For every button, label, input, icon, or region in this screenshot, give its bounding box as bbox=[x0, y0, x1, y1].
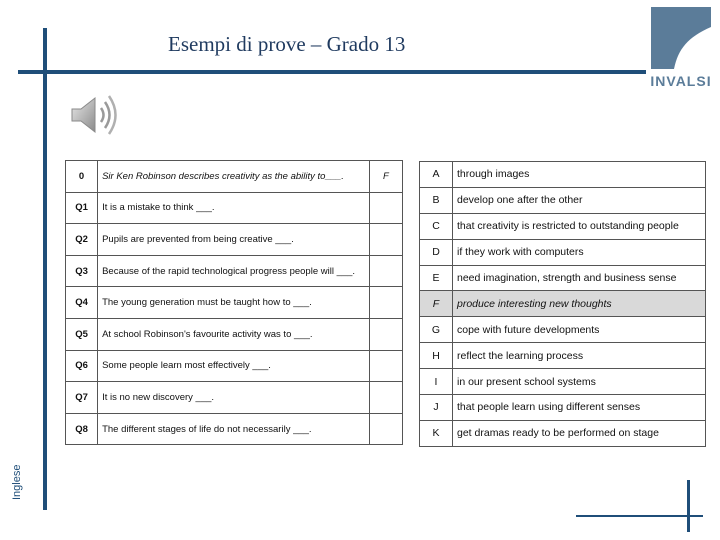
option-id: I bbox=[420, 369, 453, 395]
question-text: It is a mistake to think ___. bbox=[98, 192, 370, 224]
option-row bbox=[420, 291, 706, 317]
option-text: produce interesting new thoughts bbox=[453, 291, 706, 317]
answer-cell[interactable] bbox=[369, 287, 402, 319]
answer-cell[interactable] bbox=[369, 350, 402, 382]
option-text: that people learn using different senses bbox=[453, 395, 706, 421]
option-id: E bbox=[420, 265, 453, 291]
option-id: G bbox=[420, 317, 453, 343]
question-id: Q5 bbox=[66, 318, 98, 350]
question-row bbox=[66, 382, 403, 414]
question-row bbox=[66, 192, 403, 224]
question-id: 0 bbox=[66, 161, 98, 193]
question-text: Because of the rapid technological progress people will ___. bbox=[98, 255, 370, 287]
question-id: Q4 bbox=[66, 287, 98, 319]
option-text: in our present school systems bbox=[453, 369, 706, 395]
question-id: Q1 bbox=[66, 192, 98, 224]
option-id: A bbox=[420, 162, 453, 188]
answer-cell: F bbox=[369, 161, 402, 193]
question-text: The different stages of life do not necessarily ___. bbox=[98, 413, 370, 445]
option-id: K bbox=[420, 420, 453, 446]
option-text: if they work with computers bbox=[453, 239, 706, 265]
subject-label: Inglese bbox=[11, 464, 23, 500]
option-id: D bbox=[420, 239, 453, 265]
option-row bbox=[420, 239, 706, 265]
option-row bbox=[420, 187, 706, 213]
question-text: Sir Ken Robinson describes creativity as the ability to___. bbox=[98, 161, 370, 193]
option-row bbox=[420, 213, 706, 239]
question-id: Q8 bbox=[66, 413, 98, 445]
answer-cell[interactable] bbox=[369, 413, 402, 445]
option-id: C bbox=[420, 213, 453, 239]
option-row bbox=[420, 420, 706, 446]
question-row bbox=[66, 413, 403, 445]
option-row bbox=[420, 162, 706, 188]
answer-cell[interactable] bbox=[369, 255, 402, 287]
question-row bbox=[66, 255, 403, 287]
invalsi-logo bbox=[648, 7, 714, 91]
option-id: F bbox=[420, 291, 453, 317]
corner-vertical-rule bbox=[687, 480, 690, 532]
answer-cell[interactable] bbox=[369, 318, 402, 350]
option-id: H bbox=[420, 343, 453, 369]
option-row bbox=[420, 395, 706, 421]
options-table bbox=[419, 161, 706, 447]
logo-text: INVALSI bbox=[650, 73, 712, 89]
question-text: It is no new discovery ___. bbox=[98, 382, 370, 414]
top-horizontal-rule bbox=[18, 70, 646, 74]
option-text: develop one after the other bbox=[453, 187, 706, 213]
option-row bbox=[420, 265, 706, 291]
option-id: B bbox=[420, 187, 453, 213]
logo-mark-icon bbox=[648, 7, 714, 71]
question-id: Q3 bbox=[66, 255, 98, 287]
option-text: reflect the learning process bbox=[453, 343, 706, 369]
option-text: cope with future developments bbox=[453, 317, 706, 343]
option-text: that creativity is restricted to outstanding people bbox=[453, 213, 706, 239]
left-vertical-rule bbox=[43, 28, 47, 510]
option-text: through images bbox=[453, 162, 706, 188]
option-row bbox=[420, 343, 706, 369]
question-row bbox=[66, 224, 403, 256]
option-text: get dramas ready to be performed on stage bbox=[453, 420, 706, 446]
question-text: At school Robinson's favourite activity was to ___. bbox=[98, 318, 370, 350]
question-id: Q7 bbox=[66, 382, 98, 414]
option-text: need imagination, strength and business sense bbox=[453, 265, 706, 291]
option-id: J bbox=[420, 395, 453, 421]
answer-cell[interactable] bbox=[369, 224, 402, 256]
answer-cell[interactable] bbox=[369, 382, 402, 414]
corner-horizontal-rule bbox=[576, 515, 703, 517]
questions-table bbox=[65, 160, 403, 445]
question-row bbox=[66, 350, 403, 382]
slide-title: Esempi di prove – Grado 13 bbox=[168, 32, 406, 56]
question-id: Q6 bbox=[66, 350, 98, 382]
option-row bbox=[420, 369, 706, 395]
option-row bbox=[420, 317, 706, 343]
question-id: Q2 bbox=[66, 224, 98, 256]
question-text: The young generation must be taught how to ___. bbox=[98, 287, 370, 319]
question-row bbox=[66, 287, 403, 319]
question-text: Pupils are prevented from being creative ___. bbox=[98, 224, 370, 256]
question-text: Some people learn most effectively ___. bbox=[98, 350, 370, 382]
answer-cell[interactable] bbox=[369, 192, 402, 224]
question-row bbox=[66, 318, 403, 350]
speaker-icon[interactable] bbox=[68, 92, 120, 138]
example-row bbox=[66, 161, 403, 193]
